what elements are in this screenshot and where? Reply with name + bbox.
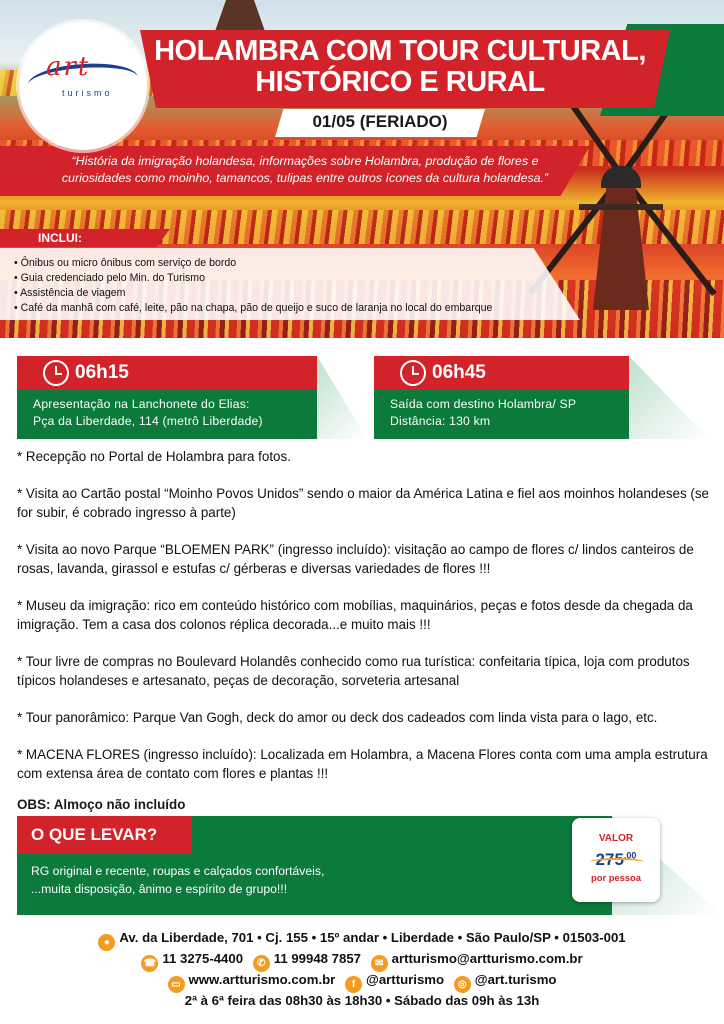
schedule-card-0645 <box>374 356 709 439</box>
itinerary <box>17 447 712 801</box>
clock-icon <box>400 360 426 386</box>
footer-social-line <box>0 972 724 993</box>
location-pin-icon: ● <box>98 934 115 951</box>
what-to-bring-title: O QUE LEVAR? <box>31 825 158 844</box>
itinerary-item: * Tour panorâmico: Parque Van Gogh, deck do amor ou deck dos cadeados com linda vista para o lago, etc. <box>17 710 658 725</box>
footer-hours: 2ª à 6ª feira das 08h30 às 18h30 • Sábado das 09h às 13h <box>184 993 540 1008</box>
facebook-icon: f <box>345 976 362 993</box>
email-icon: ✉ <box>371 955 388 972</box>
footer-contact-line <box>0 951 724 972</box>
includes-title: INCLUI: <box>38 231 82 245</box>
logo-subtitle: turismo <box>62 88 113 98</box>
price-amount: $275^{,00}$ <box>595 850 637 869</box>
includes-header <box>0 229 170 247</box>
instagram-icon: ◎ <box>454 976 471 993</box>
list-item: • Guia credenciado pelo Min. do Turismo <box>14 271 492 286</box>
event-date: 01/05 (FERIADO) <box>312 112 448 131</box>
schedule-description: Apresentação na Lanchonete do Elias: Pça da Liberdade, 114 (metrô Liberdade) <box>33 397 263 428</box>
footer-facebook[interactable]: @artturismo <box>365 972 445 987</box>
what-to-bring-text: RG original e recente, roupas e calçados confortáveis, ...muita disposição, ânimo e espírito de grupo!!! <box>31 864 325 896</box>
price-per-person: por pessoa <box>590 872 641 883</box>
itinerary-item: * Visita ao Cartão postal “Moinho Povos Unidos” sendo o maior da América Latina e fiel aos moinhos holandeses (se for subir, é cobrado ingresso à parte) <box>17 486 709 520</box>
price-badge <box>572 818 660 902</box>
list-item: • Café da manhã com café, leite, pão na chapa, pão de queijo e suco de laranja no local do embarque <box>14 301 492 316</box>
description-quote: “História da imigração holandesa, informações sobre Holambra, produção de flores e curiosidades como moinho, tamancos, tulipas entre outros ícones da cultura holandesa.” <box>61 154 549 185</box>
schedule-time: 06h15 <box>75 362 129 383</box>
phone-icon: ☎ <box>141 955 158 972</box>
itinerary-item: * Tour livre de compras no Boulevard Holandês conhecido como rua turística: confeitaria típica, loja com produtos típicos holandeses e artesanato, peças de decoração, sorveteria artesanal <box>17 654 690 688</box>
windmill-icon <box>585 160 655 310</box>
schedule-card-0615 <box>17 356 367 439</box>
footer-address-line <box>0 930 724 951</box>
footer-address: Av. da Liberdade, 701 • Cj. 155 • 15º andar • Liberdade • São Paulo/SP • 01503-001 <box>119 930 626 945</box>
list-item: • Assistência de viagem <box>14 286 492 301</box>
schedule-time: 06h45 <box>432 362 486 383</box>
itinerary-item: * Museu da imigração: rico em conteúdo histórico com mobílias, maquinários, peças e fotos desde da chegada da imigração. Tem a casa dos colonos réplica decorada...e muito mais !!! <box>17 598 693 632</box>
page-title: HOLAMBRA COM TOUR CULTURAL, HISTÓRICO E RURAL <box>154 35 646 98</box>
itinerary-item: * MACENA FLORES (ingresso incluído): Localizada em Holambra, a Macena Flores conta com uma ampla estrutura com extensa área de contato com flores e plantas !!! <box>17 747 708 781</box>
footer-website[interactable]: www.artturismo.com.br <box>188 972 336 987</box>
itinerary-item: * Recepção no Portal de Holambra para fotos. <box>17 449 291 464</box>
whatsapp-icon: ✆ <box>253 955 270 972</box>
list-item: • Ônibus ou micro ônibus com serviço de bordo <box>14 256 492 271</box>
price-label: VALOR <box>598 833 634 844</box>
logo-wordmark: art <box>46 52 91 82</box>
clock-icon <box>43 360 69 386</box>
itinerary-item: * Visita ao novo Parque “BLOEMEN PARK” (ingresso incluído): visitação ao campo de flores c/ lindos canteiros de rosas, lavanda, girassol e estufas c/ gérberas e diversas variedades de flores !!! <box>17 542 694 576</box>
footer-whatsapp[interactable]: 11 99948 7857 <box>273 951 361 966</box>
price-swoosh-icon <box>590 858 644 866</box>
website-icon: ▭ <box>168 976 185 993</box>
what-to-bring-panel <box>17 816 612 915</box>
includes-list <box>14 256 492 316</box>
footer-phone[interactable]: 11 3275-4400 <box>162 951 244 966</box>
obs-note: OBS: Almoço não incluído <box>17 797 186 812</box>
schedule-description: Saída com destino Holambra/ SP Distância: 130 km <box>390 397 577 428</box>
footer-email[interactable]: artturismo@artturismo.com.br <box>391 951 583 966</box>
footer-instagram[interactable]: @art.turismo <box>474 972 557 987</box>
